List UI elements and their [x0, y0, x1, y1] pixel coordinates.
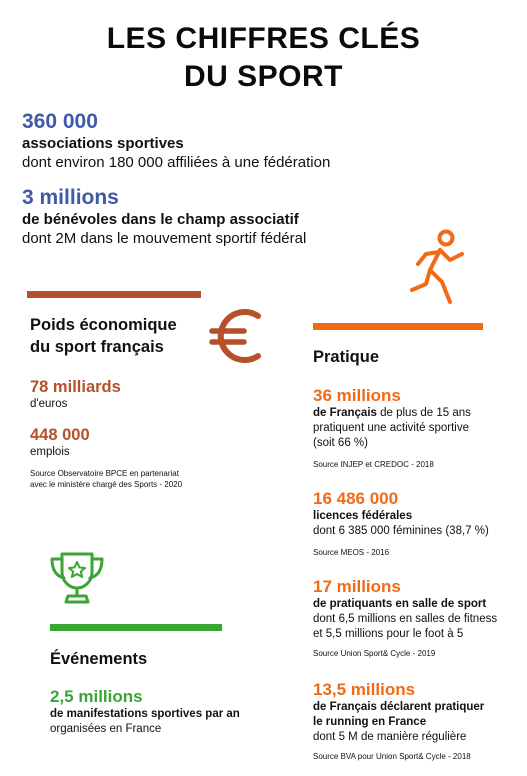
practice-line1-rest: de plus de 15 ans	[376, 407, 471, 419]
practice-line3: dont 5 M de manière régulière	[313, 731, 467, 743]
practice-bar	[313, 323, 483, 330]
practice-line2: dont 6 385 000 féminines (38,7 %)	[313, 525, 489, 537]
practice-bold: de Français	[313, 407, 377, 419]
practice-number: 16 486 000	[313, 489, 399, 508]
practice-line2: pratiquent une activité sportive	[313, 422, 469, 434]
stat-label: associations sportives	[22, 135, 184, 152]
events-bar	[50, 624, 222, 631]
practice-line3: et 5,5 millions pour le foot à 5	[313, 628, 464, 640]
practice-title: Pratique	[313, 348, 380, 366]
economic-item	[30, 377, 121, 412]
economic-number: 78 milliards	[30, 378, 121, 396]
practice-bold-line2: le running en France	[313, 716, 427, 728]
trophy-icon	[46, 550, 108, 608]
stat-detail: dont environ 180 000 affiliées à une fédération	[22, 154, 331, 171]
economic-number: 448 000	[30, 426, 90, 444]
practice-source: Source BVA pour Union Sport& Cycle - 2018	[313, 752, 471, 761]
stat-detail: dont 2M dans le mouvement sportif fédéral	[22, 230, 307, 247]
stat-benevoles	[22, 186, 306, 248]
economic-item	[30, 425, 90, 460]
events-item	[50, 687, 240, 737]
practice-item	[313, 577, 497, 659]
stat-associations	[22, 110, 330, 172]
practice-line2: dont 6,5 millions en salles de fitness	[313, 613, 498, 625]
economic-source	[30, 468, 182, 490]
practice-bold-line1: de Français déclarent pratiquer	[313, 701, 485, 713]
practice-item	[313, 489, 489, 558]
practice-bold: licences fédérales	[313, 510, 413, 522]
source-line2: avec le ministère chargé des Sports - 2020	[30, 480, 183, 489]
stat-number: 3 millions	[22, 186, 119, 209]
practice-line1	[313, 406, 471, 421]
economic-title-line2: du sport français	[30, 338, 164, 356]
stat-number: 360 000	[22, 110, 98, 133]
economic-label: d'euros	[30, 398, 68, 410]
economic-title-line1: Poids économique	[30, 316, 177, 334]
practice-source: Source Union Sport& Cycle - 2019	[313, 649, 436, 658]
practice-item	[313, 680, 484, 762]
events-number: 2,5 millions	[50, 687, 143, 706]
stat-label: de bénévoles dans le champ associatif	[22, 211, 299, 228]
events-title: Événements	[50, 650, 148, 668]
practice-source: Source MEOS - 2016	[313, 548, 390, 557]
page-title-line2: DU SPORT	[183, 60, 343, 93]
practice-number: 17 millions	[313, 577, 401, 596]
events-bold: de manifestations sportives par an	[50, 708, 240, 720]
practice-bold: de pratiquants en salle de sport	[313, 598, 487, 610]
economic-label: emplois	[30, 446, 70, 458]
practice-number: 13,5 millions	[313, 680, 416, 699]
economic-title	[30, 314, 177, 358]
events-regular: organisées en France	[50, 723, 162, 735]
page-title-line1: LES CHIFFRES CLÉS	[106, 22, 421, 55]
practice-number: 36 millions	[313, 386, 401, 405]
euro-icon	[208, 305, 266, 367]
source-line1: Source Observatoire BPCE en partenariat	[30, 469, 179, 478]
practice-item	[313, 386, 471, 470]
runner-icon	[406, 228, 470, 310]
practice-line3: (soit 66 %)	[313, 437, 368, 449]
practice-source: Source INJEP et CREDOC - 2018	[313, 460, 434, 469]
economic-bar	[27, 291, 201, 298]
